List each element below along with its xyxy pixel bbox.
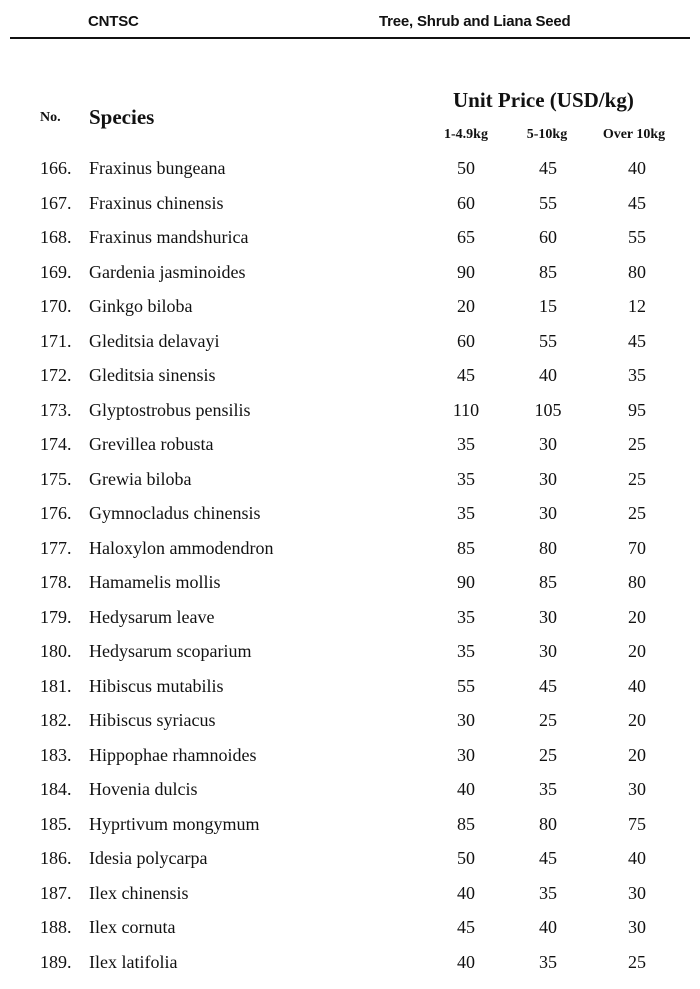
price-5-10kg: 55 [539,330,557,351]
table-row [0,536,700,571]
row-number: 183. [40,744,72,765]
species-name: Fraxinus bungeana [89,158,226,178]
price-over-10kg: 30 [628,917,646,937]
table-row [0,501,700,536]
species-name: Hibiscus syriacus [89,710,216,730]
species-name: Hedysarum leave [89,606,215,627]
price-1-4-9kg: 90 [457,572,475,592]
row-number: 181. [40,675,72,696]
species-name: Fraxinus chinensis [89,192,224,213]
species-name: Ilex latifolia [89,951,178,972]
price-1-4-9kg: 60 [457,192,475,213]
price-1-4-9kg: 65 [457,227,475,247]
table-row [0,294,700,329]
table-row [0,881,700,916]
row-number: 169. [40,261,72,282]
row-number: 170. [40,296,72,316]
price-5-10kg: 55 [539,192,557,213]
table-row [0,950,700,985]
price-over-10kg: 95 [628,399,646,420]
price-over-10kg: 40 [628,675,646,696]
price-5-10kg: 45 [539,158,557,178]
price-over-10kg: 20 [628,606,646,627]
column-header-price-5-10kg: 5-10kg [526,127,568,142]
species-name: Grewia biloba [89,468,192,489]
price-over-10kg: 25 [628,468,646,489]
price-5-10kg: 15 [539,296,557,316]
table-row [0,570,700,605]
row-number: 178. [40,572,72,592]
price-over-10kg: 40 [628,158,646,178]
price-5-10kg: 35 [539,779,557,799]
row-number: 180. [40,641,72,661]
row-number: 177. [40,537,72,558]
header-rule [10,37,690,39]
row-number: 186. [40,848,72,868]
price-5-10kg: 45 [539,848,557,868]
price-1-4-9kg: 85 [457,537,475,558]
table-row [0,812,700,847]
price-over-10kg: 12 [628,296,646,316]
row-number: 166. [40,158,72,178]
price-1-4-9kg: 35 [457,434,475,454]
species-name: Hamamelis mollis [89,572,221,592]
species-name: Hibiscus mutabilis [89,675,224,696]
price-1-4-9kg: 35 [457,606,475,627]
table-row [0,225,700,260]
row-number: 175. [40,468,72,489]
row-number: 188. [40,917,72,937]
species-name: Glyptostrobus pensilis [89,399,251,420]
row-number: 174. [40,434,72,454]
price-1-4-9kg: 90 [457,261,475,282]
table-row [0,915,700,950]
price-over-10kg: 75 [628,813,646,834]
species-name: Ilex chinensis [89,882,189,903]
table-row [0,329,700,364]
price-1-4-9kg: 45 [457,365,475,385]
price-over-10kg: 40 [628,848,646,868]
species-name: Gymnocladus chinensis [89,503,261,523]
column-header-species: Species [89,105,155,129]
table-row [0,743,700,778]
price-1-4-9kg: 50 [457,158,475,178]
price-5-10kg: 40 [539,365,557,385]
table-row [0,363,700,398]
column-header-price-over-10kg: Over 10kg [602,127,666,142]
price-1-4-9kg: 40 [457,882,475,903]
price-5-10kg: 30 [539,434,557,454]
row-number: 185. [40,813,72,834]
price-over-10kg: 80 [628,572,646,592]
row-number: 167. [40,192,72,213]
price-over-10kg: 45 [628,330,646,351]
row-number: 171. [40,330,72,351]
table-row [0,605,700,640]
price-5-10kg: 30 [539,641,557,661]
column-header-no: No. [40,110,61,125]
price-1-4-9kg: 85 [457,813,475,834]
price-5-10kg: 35 [539,882,557,903]
header-section-title: Tree, Shrub and Liana Seed [379,13,571,30]
price-5-10kg: 40 [539,917,557,937]
table-row [0,467,700,502]
price-table-body [0,156,700,984]
price-1-4-9kg: 50 [457,848,475,868]
price-over-10kg: 55 [628,227,646,247]
row-number: 172. [40,365,72,385]
table-row [0,398,700,433]
table-row [0,156,700,191]
price-5-10kg: 25 [539,744,557,765]
price-5-10kg: 80 [539,813,557,834]
species-name: Hovenia dulcis [89,779,198,799]
price-over-10kg: 20 [628,744,646,765]
price-over-10kg: 80 [628,261,646,282]
price-1-4-9kg: 30 [457,744,475,765]
species-name: Gardenia jasminoides [89,261,246,282]
species-name: Ilex cornuta [89,917,176,937]
row-number: 187. [40,882,72,903]
price-5-10kg: 85 [539,572,557,592]
species-name: Hippophae rhamnoides [89,744,257,765]
row-number: 173. [40,399,72,420]
price-5-10kg: 30 [539,503,557,523]
price-1-4-9kg: 20 [457,296,475,316]
row-number: 176. [40,503,72,523]
price-1-4-9kg: 40 [457,779,475,799]
row-number: 184. [40,779,72,799]
species-name: Ginkgo biloba [89,296,193,316]
price-1-4-9kg: 35 [457,503,475,523]
table-row [0,191,700,226]
price-1-4-9kg: 35 [457,641,475,661]
price-over-10kg: 25 [628,434,646,454]
price-over-10kg: 30 [628,779,646,799]
column-group-unit-price: Unit Price (USD/kg) [453,88,634,112]
price-5-10kg: 30 [539,606,557,627]
price-over-10kg: 20 [628,641,646,661]
table-row [0,708,700,743]
price-5-10kg: 105 [534,399,562,420]
column-header-price-1-4-9kg: 1-4.9kg [444,127,488,142]
price-5-10kg: 25 [539,710,557,730]
price-over-10kg: 25 [628,951,646,972]
price-1-4-9kg: 55 [457,675,475,696]
row-number: 189. [40,951,72,972]
table-row [0,674,700,709]
species-name: Haloxylon ammodendron [89,537,274,558]
species-name: Gleditsia delavayi [89,330,220,351]
row-number: 168. [40,227,72,247]
species-name: Hyprtivum mongymum [89,813,260,834]
price-1-4-9kg: 30 [457,710,475,730]
species-name: Idesia polycarpa [89,848,208,868]
price-1-4-9kg: 40 [457,951,475,972]
table-row [0,777,700,812]
price-5-10kg: 30 [539,468,557,489]
price-over-10kg: 30 [628,882,646,903]
table-row [0,846,700,881]
row-number: 182. [40,710,72,730]
price-5-10kg: 45 [539,675,557,696]
price-1-4-9kg: 35 [457,468,475,489]
price-over-10kg: 35 [628,365,646,385]
price-over-10kg: 70 [628,537,646,558]
price-1-4-9kg: 110 [452,399,480,420]
price-5-10kg: 80 [539,537,557,558]
price-over-10kg: 45 [628,192,646,213]
price-over-10kg: 20 [628,710,646,730]
row-number: 179. [40,606,72,627]
table-row [0,432,700,467]
species-name: Hedysarum scoparium [89,641,252,661]
species-name: Grevillea robusta [89,434,214,454]
price-over-10kg: 25 [628,503,646,523]
price-1-4-9kg: 45 [457,917,475,937]
header-org: CNTSC [88,13,139,30]
table-row [0,639,700,674]
species-name: Fraxinus mandshurica [89,227,249,247]
price-1-4-9kg: 60 [457,330,475,351]
price-5-10kg: 85 [539,261,557,282]
species-name: Gleditsia sinensis [89,365,216,385]
price-5-10kg: 35 [539,951,557,972]
table-row [0,260,700,295]
price-5-10kg: 60 [539,227,557,247]
